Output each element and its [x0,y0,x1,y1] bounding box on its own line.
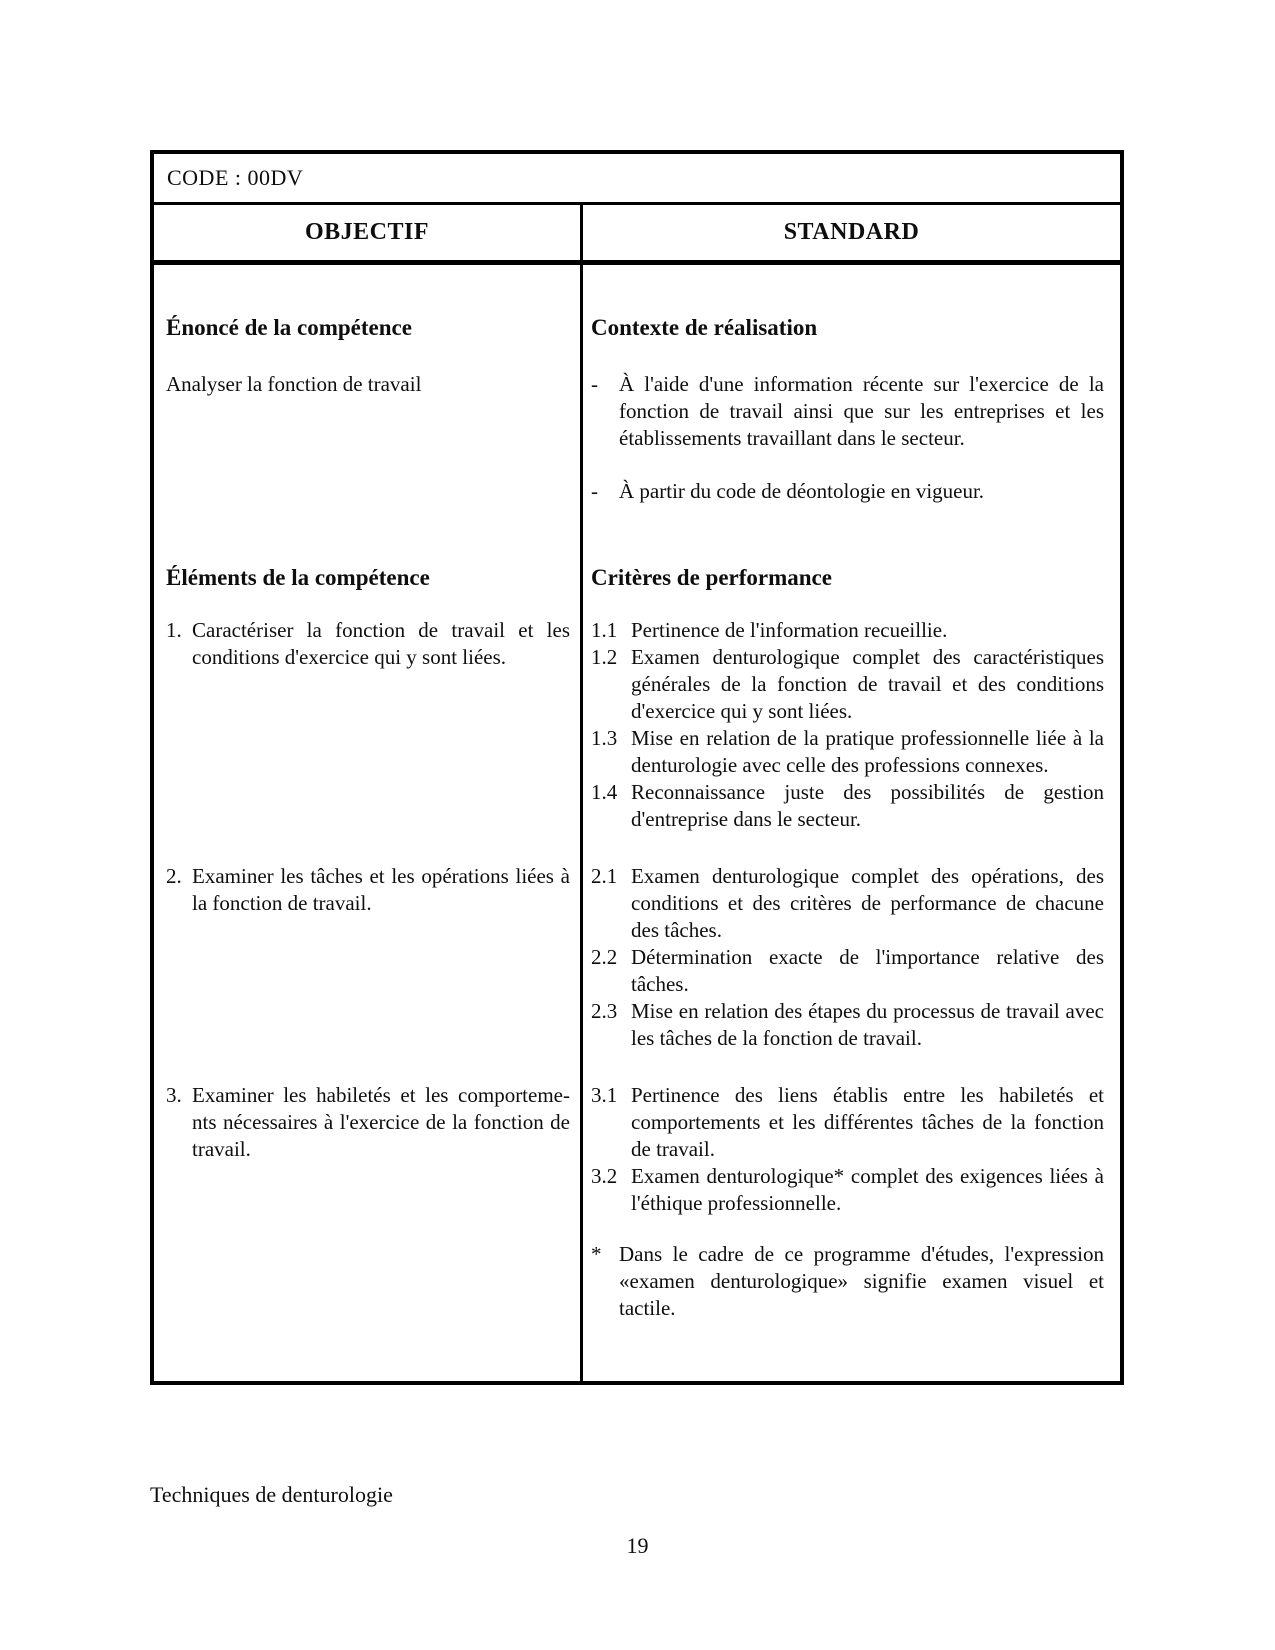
element-2-cell [154,833,580,1052]
contexte-heading: Contexte de réalisation [591,315,818,340]
contexte-heading-cell [580,265,1120,341]
item-text: Examen denturologique* complet des exigences liées à l'éthique professionnelle. [631,1164,1104,1215]
criteria-item [591,863,1104,944]
standard-header: STANDARD [580,205,1120,260]
item-number: 1.1 [591,618,618,642]
criteria-item [591,1082,1104,1163]
item-text: Reconnaissance juste des possibilités de gestion d'entreprise dans le secteur. [631,780,1104,831]
element-1-cell [154,591,580,833]
table-body [154,265,1120,1381]
code-row [154,154,1120,205]
context-item [591,371,1104,452]
item-text: Caractériser la fonction de travail et les conditions d'exercice qui y sont liées. [192,618,570,669]
list-item [166,863,570,917]
item-text: Examiner les habiletés et les comporteme-nts nécessaires à l'exercice de la fonction de travail. [192,1083,570,1161]
contexte-items-cell [580,341,1120,505]
context-item-text: À partir du code de déontologie en vigueur. [619,479,985,503]
context-item-text: À l'aide d'une information récente sur l'exercice de la fonction de travail ainsi que sur les entreprises et les établissements travaillant dans le secteur. [619,372,1104,450]
footnote [591,1241,1104,1322]
item-number: 2. [166,864,182,888]
item-number: 1.4 [591,780,618,804]
criteria-item [591,998,1104,1052]
criteres-heading: Critères de performance [591,565,832,590]
item-number: 2.2 [591,945,618,969]
criteria-item [591,617,1104,644]
item-number: 1. [166,618,182,642]
criteria-item [591,1163,1104,1217]
criteria-item [591,644,1104,725]
list-item [166,1082,570,1163]
footnote-text: Dans le cadre de ce programme d'études, l'expression «examen denturologique» signifie examen visuel et tactile. [619,1242,1104,1320]
item-text: Mise en relation des étapes du processus de travail avec les tâches de la fonction de travail. [631,999,1104,1050]
item-number: 1.2 [591,645,618,669]
item-text: Examen denturologique complet des opérations, des conditions et des critères de performance de chacune des tâches. [631,864,1104,942]
elements-heading: Éléments de la compétence [166,565,430,590]
enonce-text-cell [154,341,580,505]
criteria-group-3-cell [580,1052,1120,1322]
item-text: Pertinence de l'information recueillie. [631,618,948,642]
criteria-group-1-cell [580,591,1120,833]
item-number: 3.2 [591,1164,618,1188]
criteria-item [591,779,1104,833]
asterisk-marker: * [591,1242,602,1266]
item-text: Examiner les tâches et les opérations liées à la fonction de travail. [192,864,570,915]
item-number: 3.1 [591,1083,618,1107]
item-number: 1.3 [591,726,618,750]
criteria-item [591,725,1104,779]
filler-right [580,1322,1120,1381]
item-number: 2.3 [591,999,618,1023]
enonce-heading-cell [154,265,580,341]
list-item [166,617,570,671]
context-item [591,478,1104,505]
item-number: 3. [166,1083,182,1107]
code-label: CODE : 00DV [167,165,304,190]
item-text: Examen denturologique complet des caractéristiques générales de la fonction de travail et des conditions d'exercice qui y sont liées. [631,645,1104,723]
criteres-heading-cell [580,505,1120,591]
dash-marker: - [591,372,598,396]
page-number: 19 [626,1533,649,1558]
item-text: Pertinence des liens établis entre les habiletés et comportements et les différentes tâches de la fonction de travail. [631,1083,1104,1161]
criteria-group-2-cell [580,833,1120,1052]
item-number: 2.1 [591,864,618,888]
item-text: Détermination exacte de l'importance relative des tâches. [631,945,1104,996]
enonce-heading: Énoncé de la compétence [166,315,412,340]
criteria-item [591,944,1104,998]
objectif-header: OBJECTIF [304,219,430,245]
dash-marker: - [591,479,598,503]
enonce-text: Analyser la fonction de travail [166,372,422,396]
competency-table [150,150,1124,1385]
filler-left [154,1322,580,1381]
elements-heading-cell [154,505,580,591]
column-headers [154,205,1120,265]
footer-title: Techniques de denturologie [150,1482,393,1507]
element-3-cell [154,1052,580,1322]
item-text: Mise en relation de la pratique professionnelle liée à la denturologie avec celle des professions connexes. [631,726,1104,777]
